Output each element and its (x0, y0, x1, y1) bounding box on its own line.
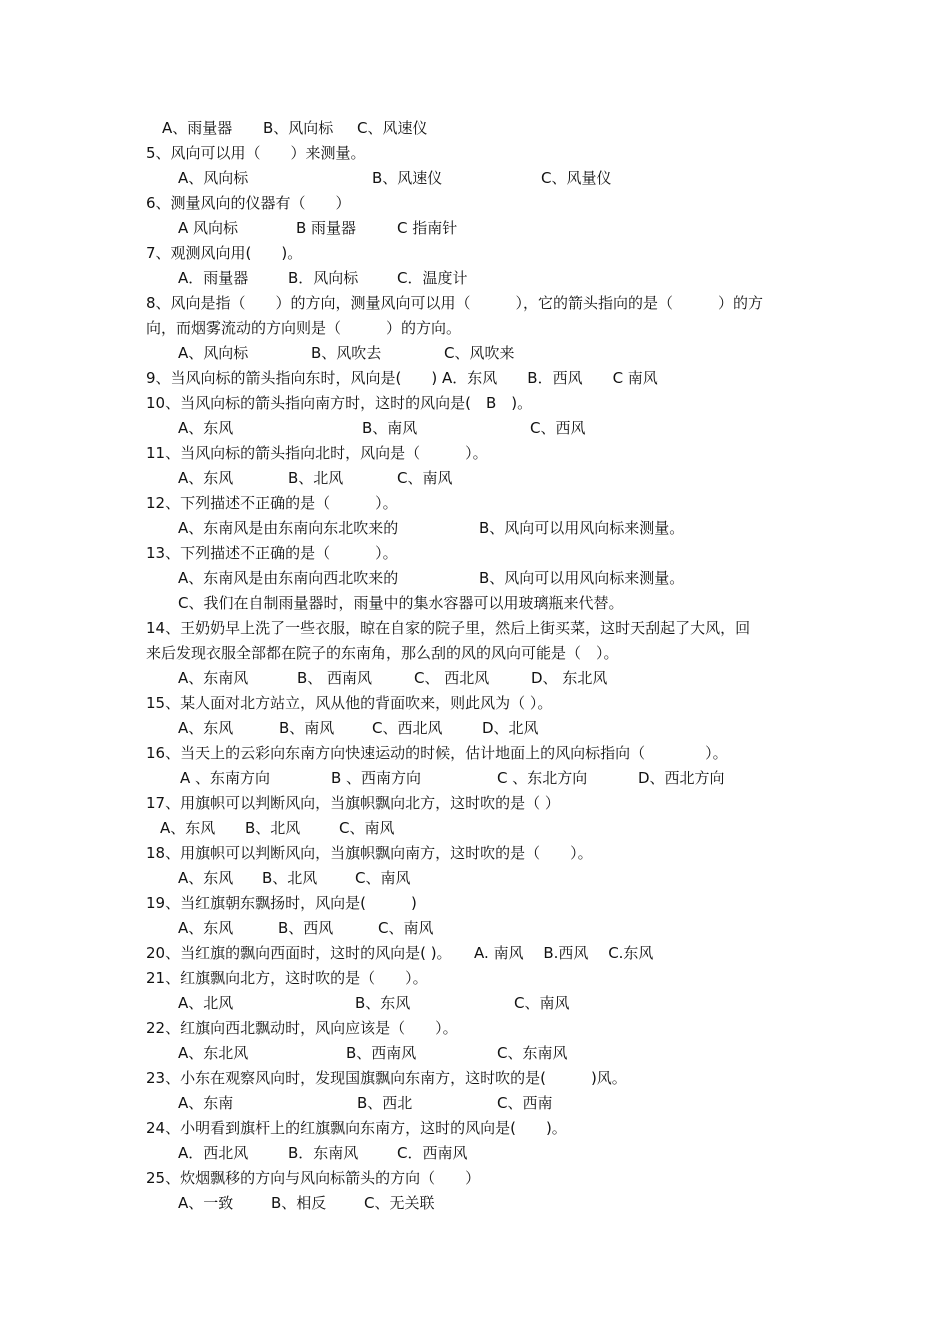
question-line: 15、某人面对北方站立，风从他的背面吹来，则此风为（ ）。 (146, 694, 553, 712)
answer-option: C、 西北风 (414, 669, 490, 687)
answer-option: C、南风 (355, 869, 411, 887)
answer-option: B、风向可以用风向标来测量。 (479, 519, 685, 537)
answer-option: B．东南风 (288, 1144, 359, 1162)
answer-option: B、风向标 (263, 119, 334, 137)
answer-option: A、东南 (178, 1094, 234, 1112)
question-line: 19、当红旗朝东飘扬时，风向是( ) (146, 894, 417, 912)
answer-option: A、一致 (178, 1194, 234, 1212)
question-line: 18、用旗帜可以判断风向，当旗帜飘向南方，这时吹的是（ ）。 (146, 844, 593, 862)
options-line (0, 1091, 950, 1115)
answer-option: C 、东北方向 (497, 769, 588, 787)
options-line (0, 666, 950, 690)
answer-option: C、风速仪 (357, 119, 428, 137)
options-line (0, 216, 950, 240)
answer-option: A、东风 (178, 719, 234, 737)
answer-option: C、风量仪 (541, 169, 612, 187)
question-line: 14、王奶奶早上洗了一些衣服，晾在自家的院子里，然后上街买菜，这时天刮起了大风，回 (146, 619, 751, 637)
question-line: 5、风向可以用（ ）来测量。 (146, 144, 366, 162)
answer-option: A、东北风 (178, 1044, 249, 1062)
answer-option: C．西南风 (397, 1144, 468, 1162)
options-line (0, 991, 950, 1015)
answer-option: C、南风 (514, 994, 570, 1012)
options-line (0, 766, 950, 790)
question-line: 向，而烟雾流动的方向则是（ ）的方向。 (146, 319, 462, 337)
answer-option: B、南风 (279, 719, 335, 737)
question-line: 9、当风向标的箭头指向东时，风向是( ) A．东风 B．西风 C 南风 (146, 369, 658, 387)
answer-option: A、风向标 (178, 344, 249, 362)
answer-option: A 、东南方向 (180, 769, 271, 787)
answer-option: B、东风 (355, 994, 411, 1012)
options-line (0, 1141, 950, 1165)
answer-option: A、雨量器 (162, 119, 233, 137)
options-line (0, 1191, 950, 1215)
answer-option: A 风向标 (178, 219, 239, 237)
options-line (0, 116, 950, 140)
options-line (0, 866, 950, 890)
options-line (0, 466, 950, 490)
answer-option: B、风吹去 (311, 344, 382, 362)
question-line: 16、当天上的云彩向东南方向快速运动的时候，估计地面上的风向标指向（ ）。 (146, 744, 728, 762)
answer-option: B、风速仪 (372, 169, 443, 187)
answer-option: D、北风 (482, 719, 539, 737)
answer-option: B、北风 (262, 869, 318, 887)
answer-option: C、风吹来 (444, 344, 515, 362)
question-line: 25、炊烟飘移的方向与风向标箭头的方向（ ） (146, 1169, 481, 1187)
answer-option: A、东南风是由东南向东北吹来的 (178, 519, 399, 537)
question-line: 7、观测风向用( )。 (146, 244, 303, 262)
question-line: 13、下列描述不正确的是（ ）。 (146, 544, 398, 562)
question-line: 6、测量风向的仪器有（ ） (146, 194, 351, 212)
answer-option: B、相反 (271, 1194, 327, 1212)
answer-option: C、东南风 (497, 1044, 568, 1062)
answer-option: B 雨量器 (296, 219, 357, 237)
question-line: 24、小明看到旗杆上的红旗飘向东南方，这时的风向是( )。 (146, 1119, 567, 1137)
answer-option: B、西北 (357, 1094, 413, 1112)
options-line (0, 516, 950, 540)
question-line: 8、风向是指（ ）的方向，测量风向可以用（ ），它的箭头指向的是（ ）的方 (146, 294, 764, 312)
answer-option: C 指南针 (397, 219, 458, 237)
answer-option: C、西南 (497, 1094, 553, 1112)
answer-option: C、南风 (339, 819, 395, 837)
answer-option: A、风向标 (178, 169, 249, 187)
answer-option: B、 西南风 (297, 669, 373, 687)
question-line: 20、当红旗的飘向西面时，这时的风向是( )。 A. 南风 B.西风 C.东风 (146, 944, 654, 962)
answer-option: C、西北风 (372, 719, 443, 737)
answer-option: C、南风 (378, 919, 434, 937)
question-line: 17、用旗帜可以判断风向，当旗帜飘向北方，这时吹的是（ ） (146, 794, 560, 812)
answer-option: A、北风 (178, 994, 234, 1012)
answer-option: A．西北风 (178, 1144, 249, 1162)
answer-option: C、无关联 (364, 1194, 435, 1212)
answer-option: C、我们在自制雨量器时，雨量中的集水容器可以用玻璃瓶来代替。 (178, 594, 624, 612)
options-line (0, 566, 950, 590)
options-line (0, 416, 950, 440)
answer-option: B、西风 (278, 919, 334, 937)
answer-option: A、东风 (178, 869, 234, 887)
answer-option: B 、西南方向 (331, 769, 422, 787)
answer-option: A、东南风 (178, 669, 249, 687)
options-line (0, 916, 950, 940)
answer-option: D、西北方向 (638, 769, 725, 787)
answer-option: A、东风 (178, 419, 234, 437)
answer-option: B、西南风 (346, 1044, 417, 1062)
options-line (0, 1041, 950, 1065)
answer-option: B．风向标 (288, 269, 359, 287)
answer-option: A、东风 (160, 819, 216, 837)
question-line: 21、红旗飘向北方，这时吹的是（ ）。 (146, 969, 428, 987)
question-line: 12、下列描述不正确的是（ ）。 (146, 494, 398, 512)
answer-option: B、南风 (362, 419, 418, 437)
answer-option: C、南风 (397, 469, 453, 487)
question-line: 来后发现衣服全部都在院子的东南角，那么刮的风的风向可能是（ ）。 (146, 644, 619, 662)
options-line (0, 266, 950, 290)
options-line (0, 716, 950, 740)
question-line: 23、小东在观察风向时，发现国旗飘向东南方，这时吹的是( )风。 (146, 1069, 627, 1087)
answer-option: A、东南风是由东南向西北吹来的 (178, 569, 399, 587)
answer-option: A、东风 (178, 469, 234, 487)
options-line (0, 166, 950, 190)
answer-option: B、风向可以用风向标来测量。 (479, 569, 685, 587)
answer-option: D、 东北风 (531, 669, 608, 687)
answer-option: C、西风 (530, 419, 586, 437)
options-line (0, 591, 950, 615)
question-line: 11、当风向标的箭头指向北时，风向是（ ）。 (146, 444, 488, 462)
answer-option: C．温度计 (397, 269, 468, 287)
options-line (0, 341, 950, 365)
options-line (0, 816, 950, 840)
answer-option: B、北风 (245, 819, 301, 837)
question-line: 22、红旗向西北飘动时，风向应该是（ ）。 (146, 1019, 458, 1037)
answer-option: A．雨量器 (178, 269, 249, 287)
question-line: 10、当风向标的箭头指向南方时，这时的风向是( B )。 (146, 394, 533, 412)
answer-option: A、东风 (178, 919, 234, 937)
answer-option: B、北风 (288, 469, 344, 487)
